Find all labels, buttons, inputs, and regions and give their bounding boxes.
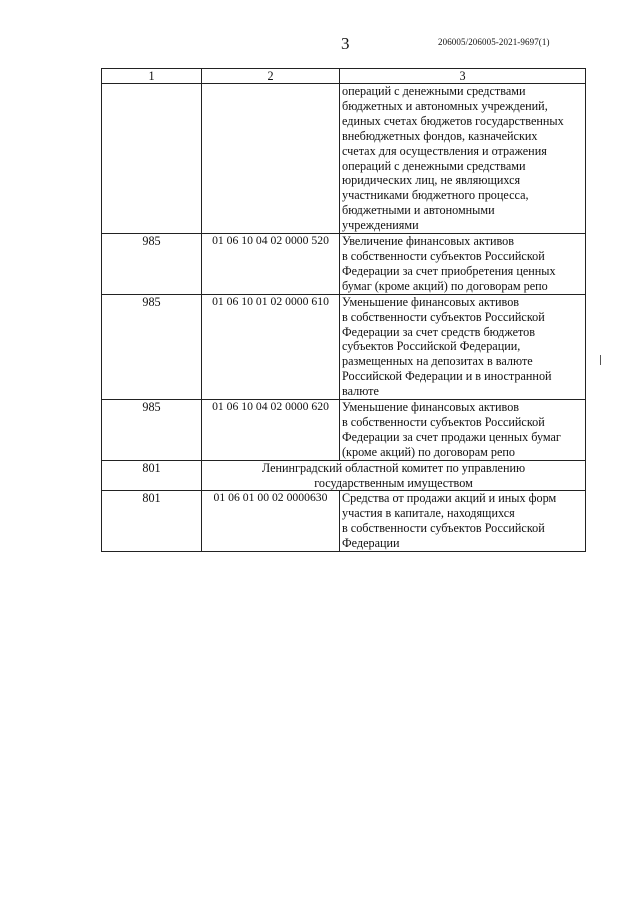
table-row [102,234,586,295]
administrator-name-cell: Ленинградский областной комитет по управлению государственным имуществом [202,460,586,491]
budget-code-cell: 01 06 01 00 02 0000630 [202,491,340,552]
margin-mark [600,355,601,365]
description-cell: операций с денежными средствами бюджетных и автономных учреждений, единых счетах бюджетов государственных внебюджетных фондов, казначейских счетах для осуществления и отражения операций с денежными средствами юридических лиц, не являющихся участниками бюджетного процесса, бюджетными и автономными учреждениями [340,84,586,234]
admin-code-cell: 985 [102,234,202,295]
admin-code-cell: 801 [102,491,202,552]
admin-code-cell: 985 [102,294,202,399]
table-header-row [102,69,586,84]
page-number: 3 [341,34,350,53]
budget-code-cell: 01 06 10 04 02 0000 520 [202,234,340,295]
table-row [102,294,586,399]
description-cell: Средства от продажи акций и иных форм участия в капитале, находящихся в собственности субъектов Российской Федерации [340,491,586,552]
budget-code-cell: 01 06 10 04 02 0000 620 [202,400,340,461]
budget-code-cell [202,84,340,234]
table-row [102,84,586,234]
table-row [102,491,586,552]
table-row [102,400,586,461]
description-cell: Уменьшение финансовых активов в собственности субъектов Российской Федерации за счет продажи ценных бумаг (кроме акций) по договорам репо [340,400,586,461]
admin-code-cell: 801 [102,460,202,491]
column-header: 2 [202,69,340,84]
column-header: 1 [102,69,202,84]
column-header: 3 [340,69,586,84]
budget-code-cell: 01 06 10 01 02 0000 610 [202,294,340,399]
admin-code-cell: 985 [102,400,202,461]
description-cell: Уменьшение финансовых активов в собственности субъектов Российской Федерации за счет средств бюджетов субъектов Российской Федерации, размещенных на депозитах в валюте Российской Федерации и в иностранной валюте [340,294,586,399]
table-row [102,460,586,491]
document-code: 206005/206005-2021-9697(1) [438,37,550,47]
admin-code-cell [102,84,202,234]
description-cell: Увеличение финансовых активов в собственности субъектов Российской Федерации за счет приобретения ценных бумаг (кроме акций) по договорам репо [340,234,586,295]
budget-codes-table [101,68,586,552]
